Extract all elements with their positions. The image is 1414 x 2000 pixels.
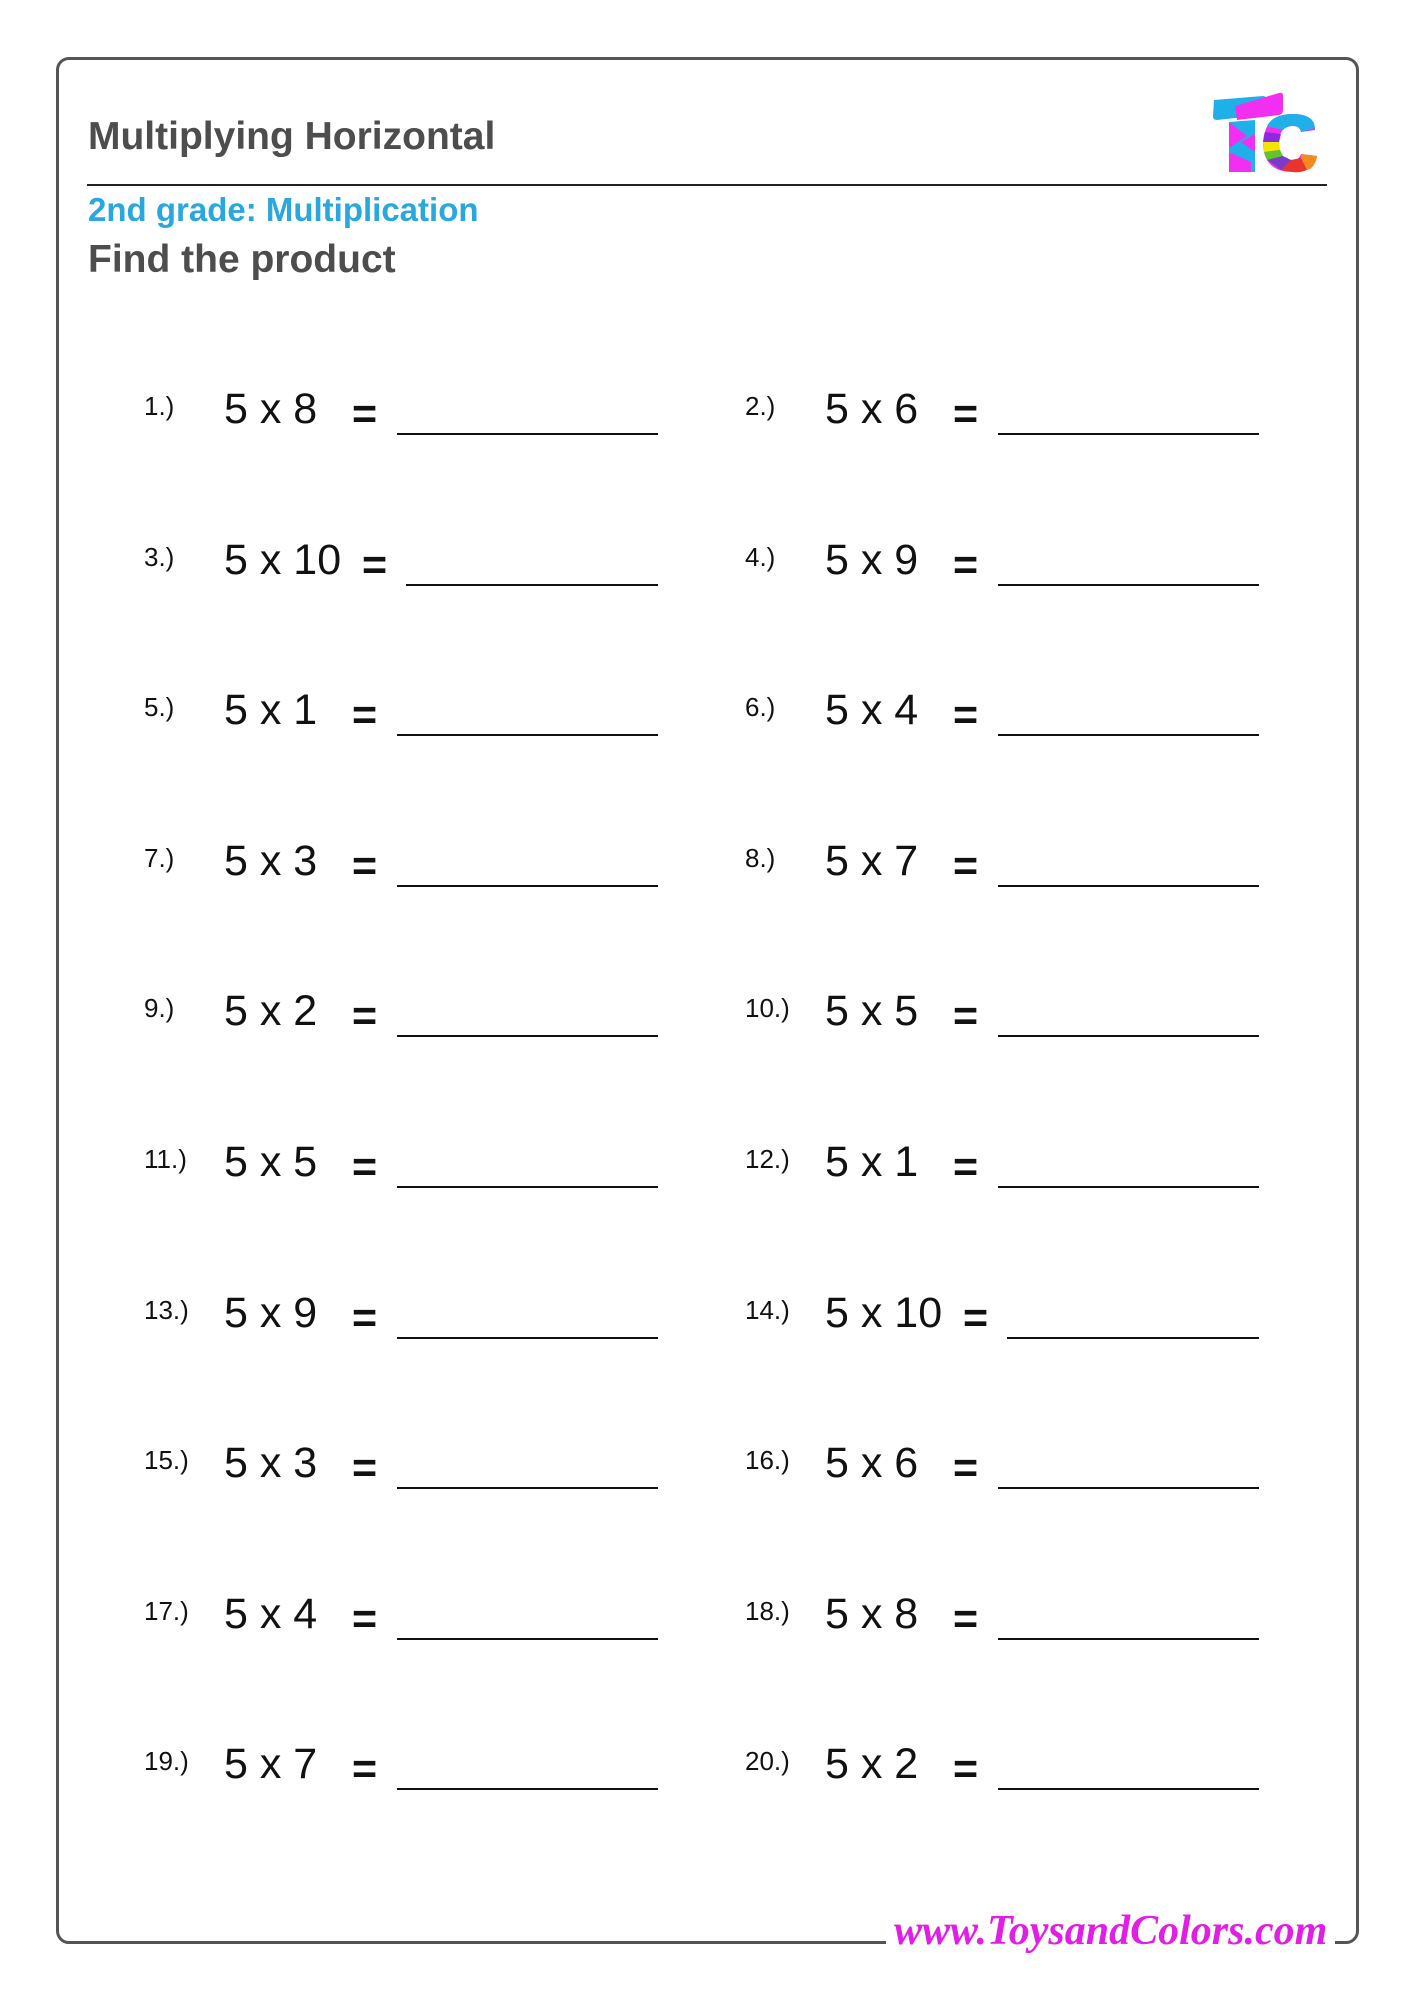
problem-expression: 5 x 8 (224, 385, 318, 433)
problem-expression: 5 x 2 (825, 1740, 919, 1788)
problem-7 (144, 836, 664, 892)
problem-15 (144, 1438, 664, 1494)
problem-expression: 5 x 4 (224, 1590, 318, 1638)
problem-number: 6.) (745, 692, 776, 722)
problem-18 (745, 1589, 1265, 1645)
instruction-text: Find the product (88, 238, 396, 281)
problem-expression: 5 x 1 (825, 1138, 919, 1186)
problem-expression: 5 x 10 (825, 1289, 943, 1337)
problem-expression: 5 x 4 (825, 686, 919, 734)
problem-1 (144, 384, 664, 440)
problem-3 (144, 535, 664, 591)
problem-expression: 5 x 5 (224, 1138, 318, 1186)
problem-5 (144, 685, 664, 741)
problem-number: 7.) (144, 843, 175, 873)
answer-blank[interactable] (397, 1035, 658, 1037)
problem-number: 10.) (745, 993, 790, 1023)
problem-number: 5.) (144, 692, 175, 722)
problem-number: 16.) (745, 1445, 790, 1475)
problem-number: 17.) (144, 1596, 189, 1626)
footer-website-link[interactable]: www.ToysandColors.com (886, 1908, 1335, 1954)
problem-expression: 5 x 8 (825, 1590, 919, 1638)
problem-12 (745, 1137, 1265, 1193)
problem-11 (144, 1137, 664, 1193)
problem-2 (745, 384, 1265, 440)
problem-expression: 5 x 3 (224, 837, 318, 885)
problem-number: 18.) (745, 1596, 790, 1626)
problem-8 (745, 836, 1265, 892)
equals-sign: = (953, 1143, 979, 1191)
answer-blank[interactable] (998, 1638, 1259, 1640)
answer-blank[interactable] (1007, 1337, 1259, 1339)
equals-sign: = (963, 1294, 989, 1342)
equals-sign: = (362, 541, 388, 589)
answer-blank[interactable] (397, 734, 658, 736)
equals-sign: = (352, 1745, 378, 1793)
answer-blank[interactable] (998, 433, 1259, 435)
problem-16 (745, 1438, 1265, 1494)
answer-blank[interactable] (998, 1487, 1259, 1489)
answer-blank[interactable] (998, 1186, 1259, 1188)
problem-number: 14.) (745, 1295, 790, 1325)
problem-9 (144, 986, 664, 1042)
equals-sign: = (953, 541, 979, 589)
equals-sign: = (953, 390, 979, 438)
equals-sign: = (352, 842, 378, 890)
answer-blank[interactable] (397, 885, 658, 887)
problem-expression: 5 x 5 (825, 987, 919, 1035)
problem-expression: 5 x 6 (825, 1439, 919, 1487)
problem-expression: 5 x 7 (825, 837, 919, 885)
equals-sign: = (352, 1143, 378, 1191)
problem-expression: 5 x 6 (825, 385, 919, 433)
answer-blank[interactable] (397, 433, 658, 435)
equals-sign: = (953, 1745, 979, 1793)
problem-number: 15.) (144, 1445, 189, 1475)
answer-blank[interactable] (397, 1186, 658, 1188)
problem-expression: 5 x 3 (224, 1439, 318, 1487)
equals-sign: = (352, 390, 378, 438)
problem-4 (745, 535, 1265, 591)
problem-number: 12.) (745, 1144, 790, 1174)
problem-number: 3.) (144, 542, 175, 572)
answer-blank[interactable] (998, 734, 1259, 736)
problem-number: 11.) (144, 1144, 187, 1174)
problem-20 (745, 1739, 1265, 1795)
answer-blank[interactable] (397, 1337, 658, 1339)
problem-number: 19.) (144, 1746, 189, 1776)
answer-blank[interactable] (397, 1638, 658, 1640)
equals-sign: = (953, 691, 979, 739)
equals-sign: = (352, 1444, 378, 1492)
equals-sign: = (352, 1294, 378, 1342)
problem-number: 4.) (745, 542, 776, 572)
equals-sign: = (953, 1444, 979, 1492)
equals-sign: = (953, 992, 979, 1040)
problem-number: 8.) (745, 843, 776, 873)
answer-blank[interactable] (998, 1035, 1259, 1037)
problem-14 (745, 1288, 1265, 1344)
problem-number: 20.) (745, 1746, 790, 1776)
problem-expression: 5 x 10 (224, 536, 342, 584)
answer-blank[interactable] (397, 1487, 658, 1489)
problem-number: 13.) (144, 1295, 189, 1325)
equals-sign: = (953, 842, 979, 890)
equals-sign: = (352, 1595, 378, 1643)
answer-blank[interactable] (406, 584, 658, 586)
problem-number: 1.) (144, 391, 175, 421)
equals-sign: = (352, 992, 378, 1040)
problem-expression: 5 x 2 (224, 987, 318, 1035)
problem-expression: 5 x 1 (224, 686, 318, 734)
problem-number: 9.) (144, 993, 175, 1023)
problem-expression: 5 x 9 (224, 1289, 318, 1337)
problem-10 (745, 986, 1265, 1042)
answer-blank[interactable] (397, 1788, 658, 1790)
answer-blank[interactable] (998, 1788, 1259, 1790)
problem-17 (144, 1589, 664, 1645)
problem-13 (144, 1288, 664, 1344)
answer-blank[interactable] (998, 885, 1259, 887)
grade-subtitle: 2nd grade: Multiplication (88, 191, 479, 228)
equals-sign: = (953, 1595, 979, 1643)
problem-expression: 5 x 9 (825, 536, 919, 584)
problem-6 (745, 685, 1265, 741)
answer-blank[interactable] (998, 584, 1259, 586)
equals-sign: = (352, 691, 378, 739)
worksheet-title: Multiplying Horizontal (88, 115, 496, 158)
problem-expression: 5 x 7 (224, 1740, 318, 1788)
problem-19 (144, 1739, 664, 1795)
problem-number: 2.) (745, 391, 776, 421)
